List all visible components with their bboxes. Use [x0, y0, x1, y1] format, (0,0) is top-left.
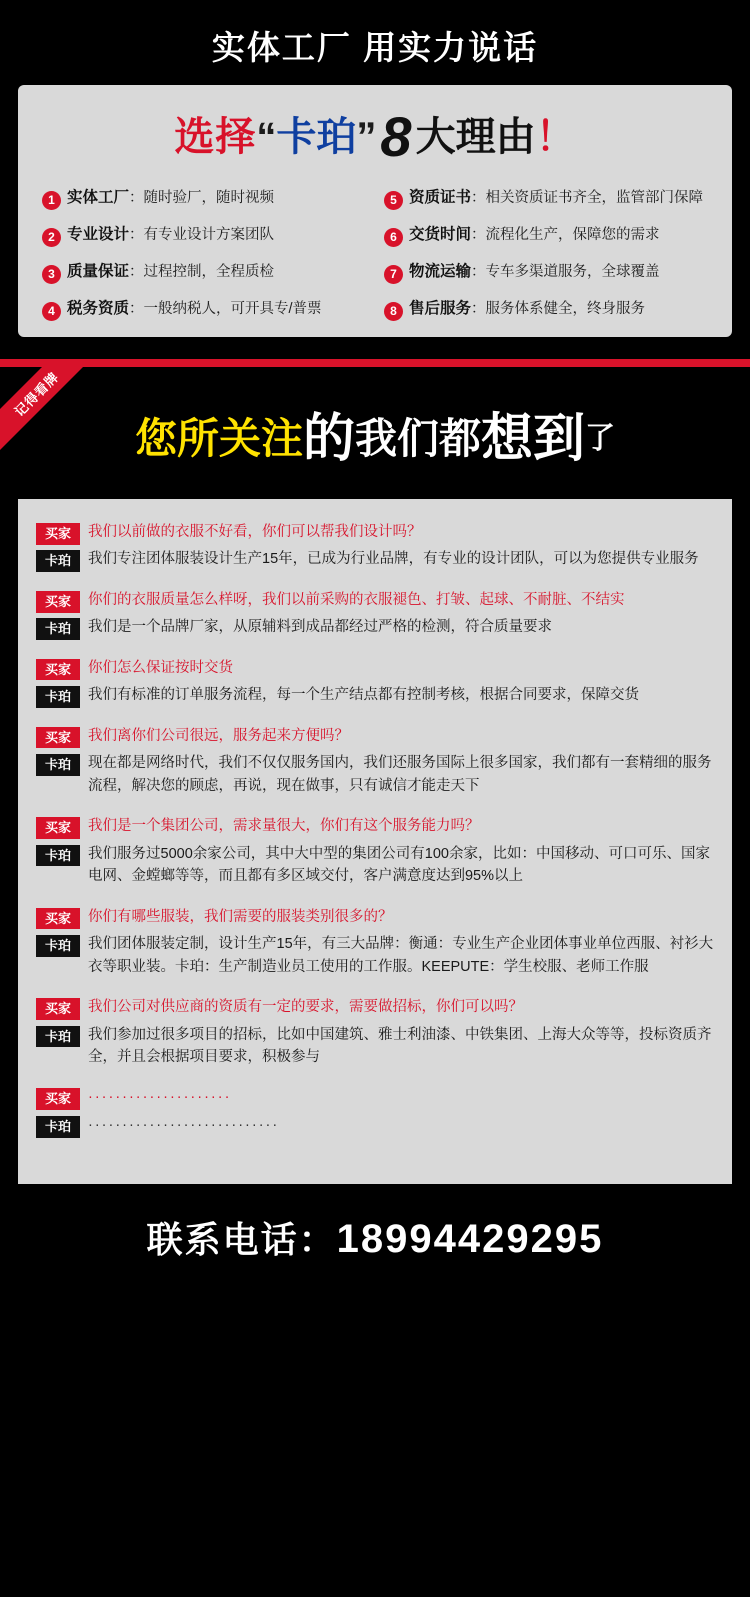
seller-tag: 卡珀: [36, 845, 80, 867]
buyer-tag: 买家: [36, 998, 80, 1020]
reasons-headline: [34, 103, 716, 185]
answer-text: 我们团体服装定制，设计生产15年，有三大品牌：衡通：专业生产企业团体事业单位西服、衬衫大衣等职业装。卡珀：生产制造业员工使用的工作服。KEEPUTE：学生校服、老师工作服: [88, 936, 714, 975]
qa-answer-line: [36, 684, 714, 706]
question-text: 你们有哪些服装，我们需要的服装类别很多的？: [88, 908, 393, 925]
buyer-tag: 买家: [36, 523, 80, 545]
question-text: 我们公司对供应商的资质有一定的要求，需要做招标，你们可以吗？: [88, 999, 523, 1016]
reason-title: 资质证书: [409, 189, 472, 206]
qa-question-line: [36, 521, 714, 543]
answer-text: 现在都是网络时代，我们不仅仅服务国内，我们还服务国际上很多国家，我们都有一套精细的服务流程，解决您的顾虑，再说，现在做事，只有诚信才能走天下: [88, 755, 712, 794]
top-banner-section: [0, 0, 750, 359]
qa-block: [36, 521, 714, 571]
qa-answer-line: [36, 548, 714, 570]
buyer-tag: 买家: [36, 908, 80, 930]
reason-sep: ：: [471, 227, 486, 243]
question-text: 我们是一个集团公司，需求量很大，你们有这个服务能力吗？: [88, 818, 480, 835]
qa-block: [36, 657, 714, 707]
reason-desc: 相关资质证书齐全，监管部门保障: [485, 190, 704, 206]
qa-answer-line: [36, 752, 714, 797]
reason-sep: ：: [129, 227, 144, 243]
reason-desc: 服务体系健全，终身服务: [485, 301, 646, 317]
qa-question-line: [36, 815, 714, 837]
qa-block: [36, 1086, 714, 1136]
reason-number-badge: 4: [42, 302, 61, 321]
buyer-tag: 买家: [36, 1088, 80, 1110]
seller-tag: 卡珀: [36, 686, 80, 708]
qa-headline-p1: 您所关注: [134, 415, 303, 462]
reason-item: [384, 185, 708, 208]
reason-title: 售后服务: [409, 300, 472, 317]
qa-answer-line: [36, 1114, 714, 1136]
seller-tag: 卡珀: [36, 1116, 80, 1138]
qa-answer-line: [36, 843, 714, 888]
qa-question-line: [36, 996, 714, 1018]
reason-number-badge: 1: [42, 191, 61, 210]
reason-number-badge: 5: [384, 191, 403, 210]
reason-desc: 一般纳税人，可开具专/普票: [143, 301, 322, 317]
qa-block: [36, 725, 714, 797]
reason-item: [384, 259, 708, 282]
reason-desc: 有专业设计方案团队: [143, 227, 275, 243]
reasons-grid: [34, 185, 716, 319]
seller-tag: 卡珀: [36, 1026, 80, 1048]
seller-tag: 卡珀: [36, 550, 80, 572]
reason-title: 物流运输: [409, 263, 472, 280]
buyer-tag: 买家: [36, 659, 80, 681]
question-text: 你们怎么保证按时交货: [88, 659, 233, 676]
reason-sep: ：: [471, 264, 486, 280]
seller-tag: 卡珀: [36, 618, 80, 640]
reason-desc: 流程化生产，保障您的需求: [485, 227, 660, 243]
headline-eight: 8: [380, 105, 412, 168]
qa-block: [36, 906, 714, 978]
reason-sep: ：: [129, 301, 144, 317]
qa-headline-p2: 的: [302, 410, 355, 468]
headline-part2: 大理由: [415, 115, 536, 159]
qa-section: [0, 367, 750, 1184]
buyer-tag: 买家: [36, 727, 80, 749]
corner-ribbon: 记得看牌: [0, 367, 96, 453]
qa-question-line: [36, 589, 714, 611]
qa-answer-line: [36, 616, 714, 638]
headline-bang: ！: [535, 115, 576, 159]
reason-number-badge: 2: [42, 228, 61, 247]
phone-number[interactable]: 18994429295: [336, 1217, 604, 1262]
reason-item: [42, 296, 366, 319]
headline-quote-close: ”: [356, 115, 377, 159]
qa-headline: [0, 367, 750, 499]
question-text: 我们以前做的衣服不好看，你们可以帮我们设计吗？: [88, 524, 422, 540]
qa-answer-line: [36, 933, 714, 978]
buyer-tag: 买家: [36, 817, 80, 839]
answer-text: ····························: [88, 1116, 280, 1133]
reason-number-badge: 7: [384, 265, 403, 284]
reason-item: [384, 296, 708, 319]
qa-question-line: [36, 906, 714, 928]
question-text: 我们离你们公司很远，服务起来方便吗？: [88, 727, 349, 744]
qa-block: [36, 996, 714, 1068]
reason-item: [42, 222, 366, 245]
seller-tag: 卡珀: [36, 754, 80, 776]
reason-number-badge: 6: [384, 228, 403, 247]
reason-desc: 专车多渠道服务，全球覆盖: [485, 264, 660, 280]
qa-question-line: [36, 725, 714, 747]
reason-item: [384, 222, 708, 245]
qa-card: [18, 499, 732, 1184]
qa-question-line: [36, 1086, 714, 1108]
headline-part1: 选择: [174, 115, 257, 159]
phone-label: 联系电话：: [146, 1219, 337, 1261]
reason-number-badge: 8: [384, 302, 403, 321]
qa-headline-p4: 想到: [481, 410, 586, 468]
reason-title: 专业设计: [67, 226, 130, 243]
qa-block: [36, 815, 714, 887]
question-text: 你们的衣服质量怎么样呀，我们以前采购的衣服褪色、打皱、起球、不耐脏、不结实: [88, 591, 625, 608]
qa-question-line: [36, 657, 714, 679]
reason-title: 质量保证: [67, 263, 130, 280]
reason-title: 实体工厂: [67, 189, 130, 206]
seller-tag: 卡珀: [36, 935, 80, 957]
section-divider: [0, 359, 750, 367]
answer-text: 我们服务过5000余家公司，其中大中型的集团公司有100余家，比如：中国移动、可口可乐、国家电网、金螳螂等等，而且都有多区域交付，客户满意度达到95%以上: [88, 845, 710, 885]
qa-block: [36, 589, 714, 639]
qa-answer-line: [36, 1024, 714, 1069]
headline-brand: 卡珀: [276, 115, 357, 159]
reason-desc: 随时验厂，随时视频: [143, 190, 275, 206]
reason-title: 交货时间: [409, 226, 472, 243]
reason-title: 税务资质: [67, 300, 130, 317]
reason-sep: ：: [471, 190, 486, 206]
answer-text: 我们参加过很多项目的招标，比如中国建筑、雅士利油漆、中铁集团、上海大众等等，投标资质齐全，并且会根据项目要求，积极参与: [88, 1026, 712, 1065]
reason-sep: ：: [471, 301, 486, 317]
reason-item: [42, 185, 366, 208]
contact-footer: [0, 1184, 750, 1297]
reason-sep: ：: [129, 190, 144, 206]
reason-sep: ：: [129, 264, 144, 280]
buyer-tag: 买家: [36, 591, 80, 613]
headline-quote-open: “: [256, 115, 277, 159]
page-title: 实体工厂 用实力说话: [211, 29, 539, 66]
qa-headline-p3: 我们都: [355, 415, 482, 462]
reason-desc: 过程控制，全程质检: [143, 264, 275, 280]
reasons-card: [18, 85, 732, 337]
answer-text: 我们专注团体服装设计生产15年，已成为行业品牌，有专业的设计团队，可以为您提供专业服务: [88, 551, 699, 568]
question-text: ·····················: [88, 1089, 232, 1106]
qa-headline-p5: 了: [585, 422, 616, 455]
reason-item: [42, 259, 366, 282]
answer-text: 我们是一个品牌厂家，从原辅料到成品都经过严格的检测，符合质量要求: [88, 619, 552, 636]
answer-text: 我们有标准的订单服务流程，每一个生产结点都有控制考核，根据合同要求，保障交货: [88, 687, 639, 704]
reason-number-badge: 3: [42, 265, 61, 284]
